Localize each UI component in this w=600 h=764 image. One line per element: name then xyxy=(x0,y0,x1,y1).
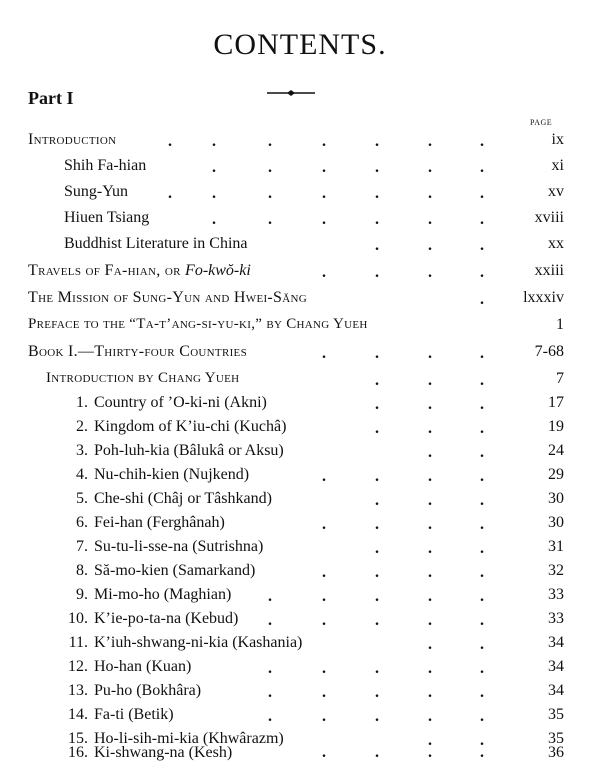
country-label: Country of ’O-ki-ni (Akni) xyxy=(94,394,267,411)
country-entry[interactable] xyxy=(0,538,600,562)
toc-entry[interactable] xyxy=(0,343,600,367)
country-label: Ki-shwang-na (Kesh) xyxy=(94,746,233,761)
country-entry[interactable] xyxy=(0,466,600,490)
toc-entry-page: 1 xyxy=(556,316,564,333)
country-entry[interactable] xyxy=(0,658,600,682)
country-page: 34 xyxy=(548,634,564,651)
country-page: 33 xyxy=(548,610,564,627)
toc-entry-page: xi xyxy=(551,157,564,174)
country-number: 3. xyxy=(76,442,88,459)
country-number: 5. xyxy=(76,490,88,507)
country-label: Pu-ho (Bokhâra) xyxy=(94,682,202,699)
toc-entry[interactable] xyxy=(0,316,600,340)
leader-dots: . . . xyxy=(375,237,484,254)
leader-dots: . . . xyxy=(375,372,484,389)
leader-dots: . . . . . xyxy=(268,612,484,629)
country-page: 32 xyxy=(548,562,564,579)
leader-dots: . . . . . xyxy=(268,708,484,725)
country-number: 7. xyxy=(76,538,88,555)
country-label: Să-mo-kien (Samarkand) xyxy=(94,562,256,579)
country-entry[interactable] xyxy=(0,490,600,514)
country-label: K’ie-po-ta-na (Kebud) xyxy=(94,610,239,627)
toc-entry[interactable] xyxy=(0,235,600,259)
leader-dots: . . . . xyxy=(322,746,484,761)
leader-dots: . . . xyxy=(375,420,484,437)
country-number: 9. xyxy=(76,586,88,603)
toc-entry-label: Book I.—Thirty-four Countries xyxy=(28,343,247,360)
toc-entry-page: ix xyxy=(551,131,564,148)
leader-dots: . . . . xyxy=(322,345,484,362)
leader-dots: . . . . . . . xyxy=(168,133,484,150)
country-page: 24 xyxy=(548,442,564,459)
country-page: 31 xyxy=(548,538,564,555)
country-number: 11. xyxy=(68,634,88,651)
toc-entry-label: Introduction xyxy=(28,131,117,148)
country-page: 34 xyxy=(548,682,564,699)
leader-dots: . . . . . xyxy=(268,684,484,701)
country-page: 29 xyxy=(548,466,564,483)
country-label: Fei-han (Ferghânah) xyxy=(94,514,225,531)
leader-dots: . . . . xyxy=(322,468,484,485)
country-number: 16. xyxy=(68,746,88,761)
leader-dots: . . . . . xyxy=(268,588,484,605)
toc-entry-page: lxxxiv xyxy=(523,289,564,306)
toc-entry-page: xv xyxy=(548,183,564,200)
leader-dots: . . . xyxy=(375,492,484,509)
country-number: 1. xyxy=(76,394,88,411)
country-label: Che-shi (Châj or Tâshkand) xyxy=(94,490,272,507)
leader-dots: . . . . xyxy=(322,264,484,281)
country-number: 15. xyxy=(68,730,88,747)
leader-dots: . xyxy=(480,291,484,308)
leader-dots: . . . . xyxy=(322,564,484,581)
country-entry[interactable] xyxy=(0,394,600,418)
toc-entry-label: Travels of Fa-hian, or Fo-kwŏ-ki xyxy=(28,262,251,279)
leader-dots: . . . . . . . xyxy=(168,185,484,202)
country-page: 34 xyxy=(548,658,564,675)
title-ornament xyxy=(267,90,315,96)
country-number: 13. xyxy=(68,682,88,699)
toc-entry-page: 7 xyxy=(556,370,564,387)
country-label: Ho-han (Kuan) xyxy=(94,658,192,675)
toc-entry-page: xviii xyxy=(534,209,564,226)
toc-entry[interactable] xyxy=(0,370,600,394)
country-page: 30 xyxy=(548,514,564,531)
part-heading: Part I xyxy=(28,88,74,108)
leader-dots: . . xyxy=(428,636,484,653)
country-number: 2. xyxy=(76,418,88,435)
country-label: Poh-luh-kia (Bâlukâ or Aksu) xyxy=(94,442,284,459)
leader-dots: . . xyxy=(428,732,484,749)
country-entry[interactable] xyxy=(0,746,600,764)
country-entry[interactable] xyxy=(0,442,600,466)
toc-entry-label: Shih Fa-hian xyxy=(64,157,147,174)
country-number: 6. xyxy=(76,514,88,531)
country-entry[interactable] xyxy=(0,562,600,586)
country-entry[interactable] xyxy=(0,514,600,538)
toc-entry[interactable] xyxy=(0,131,600,155)
toc-entry[interactable] xyxy=(0,209,600,233)
country-entry[interactable] xyxy=(0,634,600,658)
country-number: 12. xyxy=(68,658,88,675)
country-page: 19 xyxy=(548,418,564,435)
country-label: Nu-chih-kien (Nujkend) xyxy=(94,466,250,483)
toc-entry-page: xx xyxy=(548,235,564,252)
country-number: 4. xyxy=(76,466,88,483)
leader-dots: . . . xyxy=(375,540,484,557)
toc-entry-label: Buddhist Literature in China xyxy=(64,235,248,252)
toc-entry-label: The Mission of Sung-Yun and Hwei-Săng xyxy=(28,289,307,306)
country-entry[interactable] xyxy=(0,706,600,730)
toc-entry-label: Introduction by Chang Yueh xyxy=(46,370,240,386)
toc-entry[interactable] xyxy=(0,157,600,181)
leader-dots: . . xyxy=(428,444,484,461)
country-page: 30 xyxy=(548,490,564,507)
country-entry[interactable] xyxy=(0,586,600,610)
country-label: Fa-ti (Betik) xyxy=(94,706,174,723)
toc-entry-label: Preface to the “Ta-t’ang-si-yu-ki,” by Chang Yueh xyxy=(28,316,368,332)
country-label: Mi-mo-ho (Maghian) xyxy=(94,586,232,603)
toc-entry-label: Sung-Yun xyxy=(64,183,129,200)
country-number: 10. xyxy=(68,610,88,627)
country-label: Kingdom of K’iu-chi (Kuchâ) xyxy=(94,418,287,435)
country-entry[interactable] xyxy=(0,610,600,634)
toc-entry[interactable] xyxy=(0,289,600,313)
leader-dots: . . . . xyxy=(322,516,484,533)
country-entry[interactable] xyxy=(0,418,600,442)
country-label: Su-tu-li-sse-na (Sutrishna) xyxy=(94,538,264,555)
country-label: Ho-li-sih-mi-kia (Khwârazm) xyxy=(94,730,284,747)
leader-dots: . . . . . . xyxy=(212,159,484,176)
country-page: 35 xyxy=(548,706,564,723)
country-label: K’iuh-shwang-ni-kia (Kashania) xyxy=(94,634,303,651)
country-page: 17 xyxy=(548,394,564,411)
country-page: 33 xyxy=(548,586,564,603)
leader-dots: . . . . . . xyxy=(212,211,484,228)
toc-entry-page: 7-68 xyxy=(534,343,564,360)
toc-entry[interactable] xyxy=(0,262,600,286)
country-page: 35 xyxy=(548,730,564,747)
toc-entry[interactable] xyxy=(0,183,600,207)
leader-dots: . . . xyxy=(375,396,484,413)
page-title: CONTENTS. xyxy=(213,28,387,61)
leader-dots: . . . . . xyxy=(268,660,484,677)
country-entry[interactable] xyxy=(0,682,600,706)
toc-entry-page: xxiii xyxy=(534,262,564,279)
country-number: 8. xyxy=(76,562,88,579)
country-page: 36 xyxy=(548,746,564,761)
toc-entry-label: Hiuen Tsiang xyxy=(64,209,150,226)
page-column-header: PAGE xyxy=(530,118,553,127)
country-number: 14. xyxy=(68,706,88,723)
